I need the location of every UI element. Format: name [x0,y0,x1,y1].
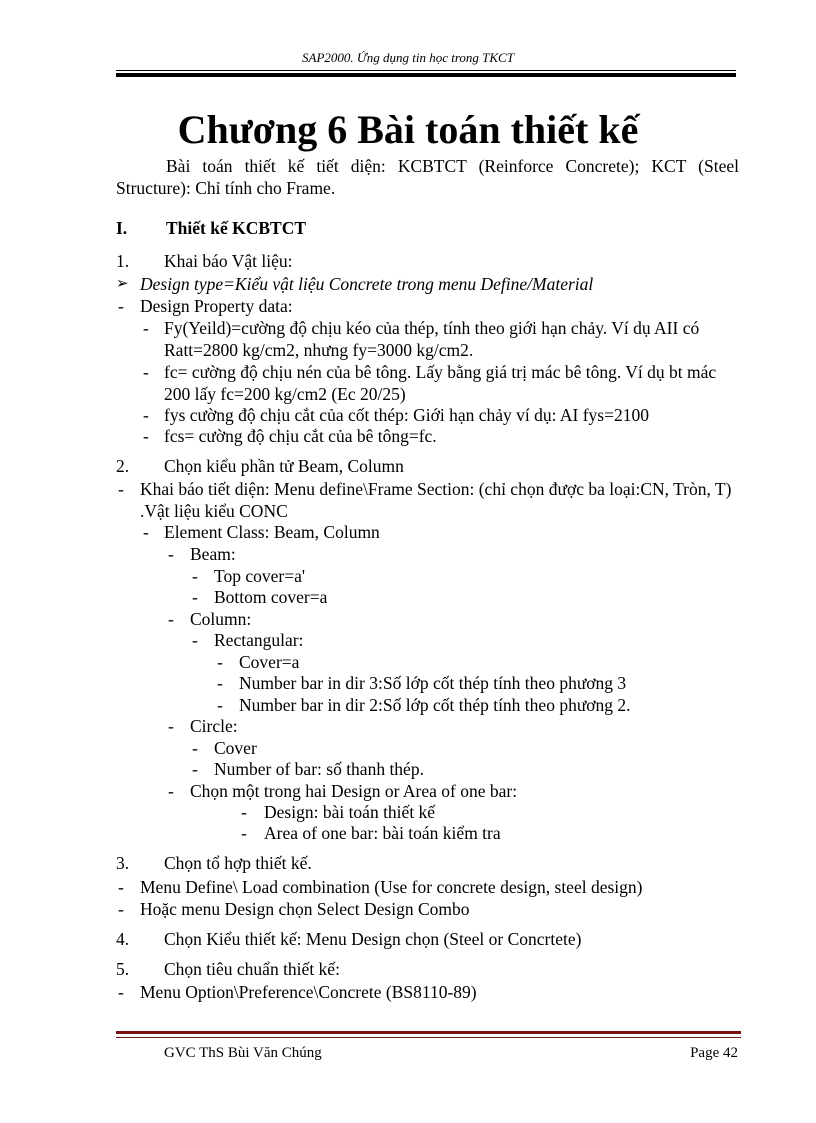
dash-bullet: - [143,362,149,382]
dash-bullet: - [192,738,198,758]
item-number: 1. [116,251,130,271]
list-item: Area of one bar: bài toán kiểm tra [264,823,501,843]
intro-paragraph: Bài toán thiết kế tiết diện: KCBTCT (Reinforce Concrete); KCT (Steel Structure): Chỉ tính cho Frame. [116,156,739,198]
dash-bullet: - [118,296,124,316]
footer-rule-thick [116,1031,741,1034]
list-item: Menu Option\Preference\Concrete (BS8110-89) [140,982,477,1002]
list-item: Fy(Yeild)=cường độ chịu kéo của thép, tính theo giới hạn chảy. Ví dụ AII có Ratt=2800 kg/cm2, nhưng fy=3000 kg/cm2. [164,318,700,360]
list-item: fc= cường độ chịu nén của bê tông. Lấy bằng giá trị mác bê tông. Ví dụ bt mác 200 lấy fc=200 kg/cm2 (Ec 20/25) [164,362,717,404]
dash-bullet: - [192,587,198,607]
dash-bullet: - [217,695,223,715]
item-heading: Chọn Kiểu thiết kế: Menu Design chọn (Steel or Concrtete) [164,929,582,949]
item-heading: Khai báo Vật liệu: [164,251,293,271]
arrow-bullet-icon: ➢ [116,276,129,292]
dash-bullet: - [118,899,124,919]
list-item: Menu Define\ Load combination (Use for concrete design, steel design) [140,877,643,897]
dash-bullet: - [192,630,198,650]
item-heading: Chọn tiêu chuẩn thiết kế: [164,959,340,979]
dash-bullet: - [143,426,149,446]
dash-bullet: - [143,405,149,425]
list-item: Chọn một trong hai Design or Area of one bar: [190,781,518,801]
list-item: Bottom cover=a [214,587,328,607]
page-number: Page 42 [690,1045,738,1061]
list-item: Number bar in dir 3:Số lớp cốt thép tính theo phương 3 [239,673,627,693]
list-item: Column: [190,609,252,629]
footer-author: GVC ThS Bùi Văn Chúng [164,1045,322,1061]
dash-bullet: - [217,652,223,672]
list-item: Cover=a [239,652,300,672]
dash-bullet: - [143,522,149,542]
item-number: 3. [116,853,130,873]
dash-bullet: - [241,802,247,822]
item-number: 5. [116,959,130,979]
list-item: Design: bài toán thiết kế [264,802,436,822]
footer-rule-thin [116,1037,741,1038]
list-item: Circle: [190,716,238,736]
list-item: Hoặc menu Design chọn Select Design Combo [140,899,470,919]
list-item: Top cover=a' [214,566,305,586]
section-number: I. [116,218,128,238]
header-rule-thin [116,70,736,71]
dash-bullet: - [168,544,174,564]
dash-bullet: - [168,609,174,629]
list-item: fys cường độ chịu cắt của cốt thép: Giới hạn chảy ví dụ: AI fys=2100 [164,405,649,425]
dash-bullet: - [217,673,223,693]
list-item: Number of bar: số thanh thép. [214,759,424,779]
header-rule-thick [116,73,736,77]
dash-bullet: - [168,781,174,801]
item-number: 4. [116,929,130,949]
dash-bullet: - [168,716,174,736]
list-item: Cover [214,738,257,758]
dash-bullet: - [241,823,247,843]
list-item: Element Class: Beam, Column [164,522,380,542]
section-heading: Thiết kế KCBTCT [166,218,307,238]
item-number: 2. [116,456,130,476]
dash-bullet: - [118,479,124,499]
item-heading: Chọn kiểu phần tử Beam, Column [164,456,404,476]
dash-bullet: - [192,759,198,779]
chapter-title: Chương 6 Bài toán thiết kế [177,107,639,152]
design-type-line: Design type=Kiểu vật liệu Concrete trong menu Define/Material [140,274,594,294]
dash-bullet: - [118,982,124,1002]
list-item: fcs= cường độ chịu cắt của bê tông=fc. [164,426,437,446]
item-heading: Chọn tổ hợp thiết kế. [164,853,312,873]
list-item: Design Property data: [140,296,293,316]
dash-bullet: - [143,318,149,338]
list-item: Beam: [190,544,236,564]
dash-bullet: - [192,566,198,586]
list-item: Number bar in dir 2:Số lớp cốt thép tính theo phương 2. [239,695,631,715]
dash-bullet: - [118,877,124,897]
list-item: Rectangular: [214,630,304,650]
running-header: SAP2000. Ứng dụng tin học trong TKCT [302,50,514,65]
list-item: Khai báo tiết diện: Menu define\Frame Section: (chỉ chọn được ba loại:CN, Tròn, T) .Vật liệu kiểu CONC [140,479,732,521]
